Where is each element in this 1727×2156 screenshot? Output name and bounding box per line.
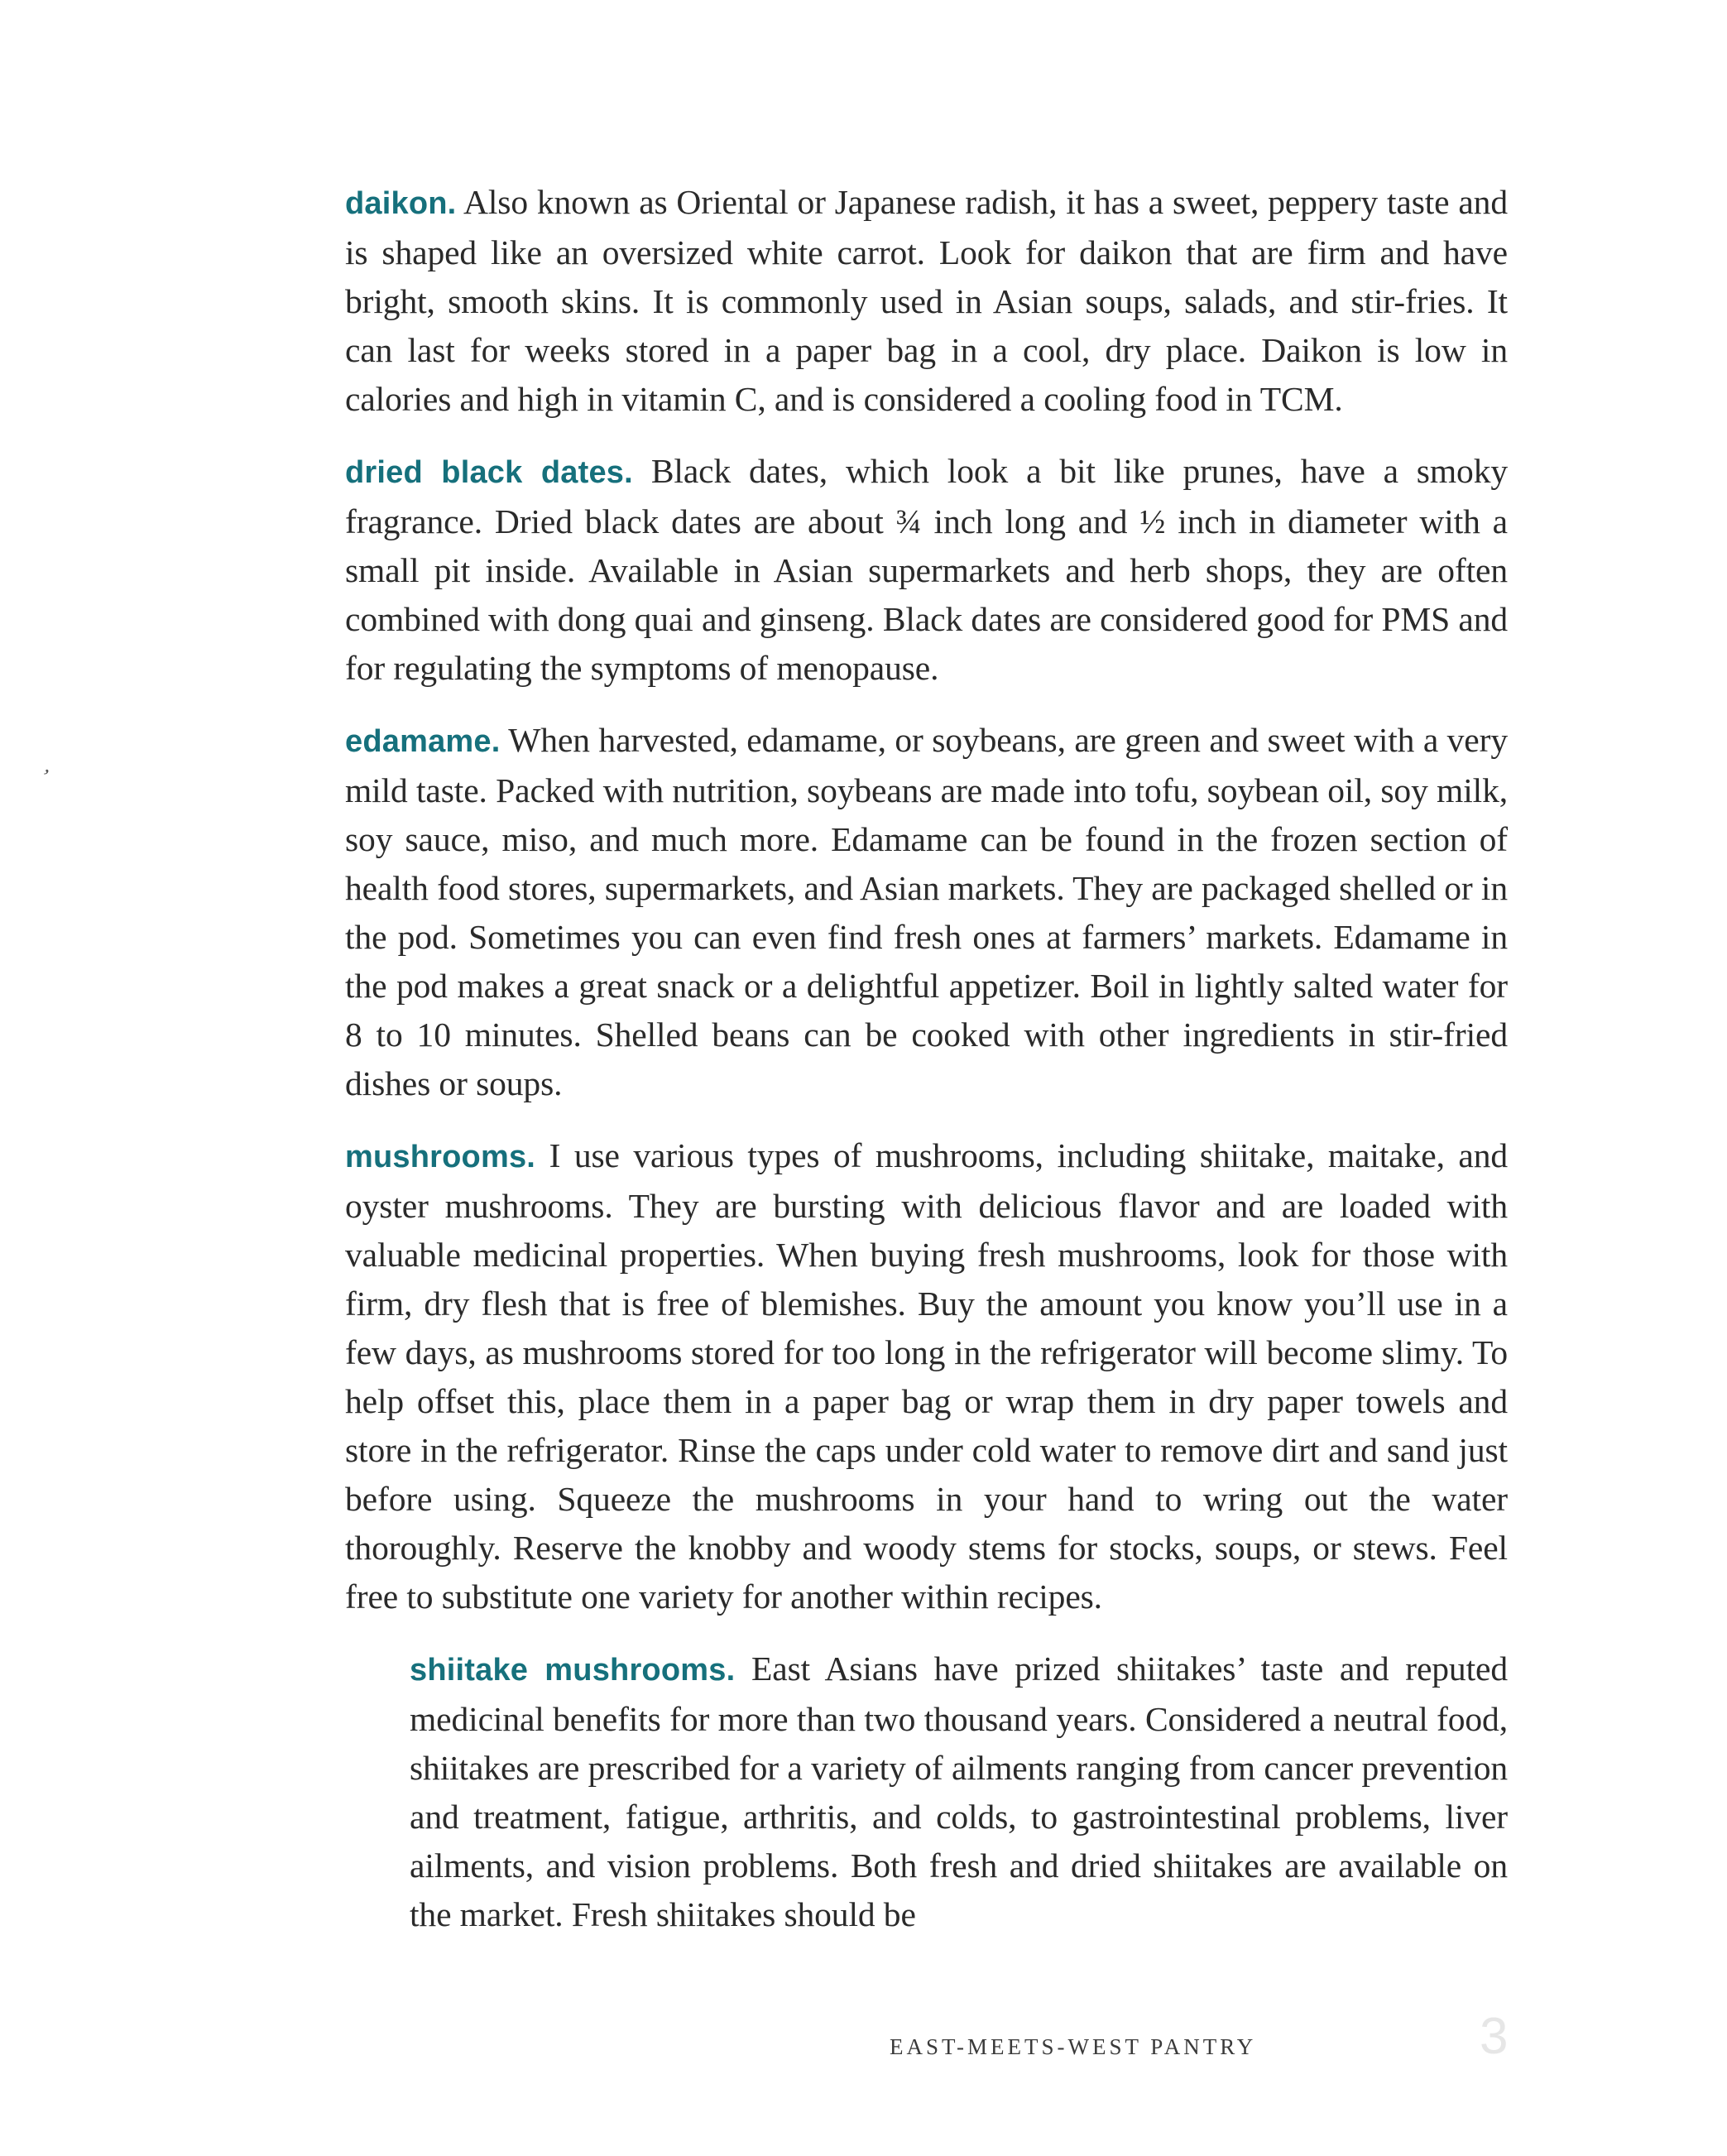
running-footer: EAST-MEETS-WEST PANTRY xyxy=(890,2034,1257,2059)
glossary-page xyxy=(345,178,1508,1962)
entry-term: daikon. xyxy=(345,186,457,221)
subentry-text: East Asians have prized shiitakes’ taste and reputed medicinal benefits for more than two thousand years. Considered a neutral food, shiitakes are prescribed for a variety of ailments ranging from cancer prevention and treatment, fatigue, arthritis, and colds, to gastrointestinal problems, liver ailments, and vision problems. Both fresh and dried shiitakes are available on the market. Fresh shiitakes should be xyxy=(410,1649,1508,1933)
page-number: 3 xyxy=(1480,2008,1509,2065)
glossary-entry-mushrooms xyxy=(345,1131,1508,1621)
glossary-entry-dried-black-dates xyxy=(345,447,1508,693)
entry-text: I use various types of mushrooms, including shiitake, maitake, and oyster mushrooms. They are bursting with delicious flavor and are loaded with valuable medicinal properties. When buying fresh mushrooms, look for those with firm, dry flesh that is free of blemishes. Buy the amount you know you’ll use in a few days, as mushrooms stored for too long in the refrigerator will become slimy. To help offset this, place them in a paper bag or wrap them in dry paper towels and store in the refrigerator. Rinse the caps under cold water to remove dirt and sand just before using. Squeeze the mushrooms in your hand to wring out the water thoroughly. Reserve the knobby and woody stems for stocks, soups, or stews. Feel free to substitute one variety for another within recipes. xyxy=(345,1136,1508,1616)
glossary-entry-daikon xyxy=(345,178,1508,424)
entry-term: dried black dates. xyxy=(345,455,633,490)
subentry-term: shiitake mushrooms. xyxy=(410,1653,736,1688)
entry-text: Black dates, which look a bit like prunes, have a smoky fragrance. Dried black dates are about ¾ inch long and ½ inch in diameter with a small pit inside. Available in Asian supermarkets and herb shops, they are often combined with dong quai and ginseng. Black dates are considered good for PMS and for regulating the symptoms of menopause. xyxy=(345,452,1509,687)
entry-term: edamame. xyxy=(345,724,501,759)
entry-text: When harvested, edamame, or soybeans, are green and sweet with a very mild taste. Packed with nutrition, soybeans are made into tofu, soybean oil, soy milk, soy sauce, miso, and much more. Edamame can be found in the frozen section of health food stores, supermarkets, and Asian markets. They are packaged shelled or in the pod. Sometimes you can even find fresh ones at farmers’ markets. Edamame in the pod makes a great snack or a delightful appetizer. Boil in lightly salted water for 8 to 10 minutes. Shelled beans can be cooked with other ingredients in stir-fried dishes or soups. xyxy=(345,721,1508,1102)
entry-term: mushrooms. xyxy=(345,1140,536,1174)
entry-text: Also known as Oriental or Japanese radish, it has a sweet, peppery taste and is shaped like an oversized white carrot. Look for daikon that are firm and have bright, smooth skins. It is commonly used in Asian soups, salads, and stir-fries. It can last for weeks stored in a paper bag in a cool, dry place. Daikon is low in calories and high in vitamin C, and is considered a cooling food in TCM. xyxy=(345,183,1508,418)
glossary-entry-edamame xyxy=(345,716,1508,1108)
glossary-subentry-shiitake xyxy=(410,1645,1508,1939)
stray-mark: , xyxy=(42,752,56,778)
